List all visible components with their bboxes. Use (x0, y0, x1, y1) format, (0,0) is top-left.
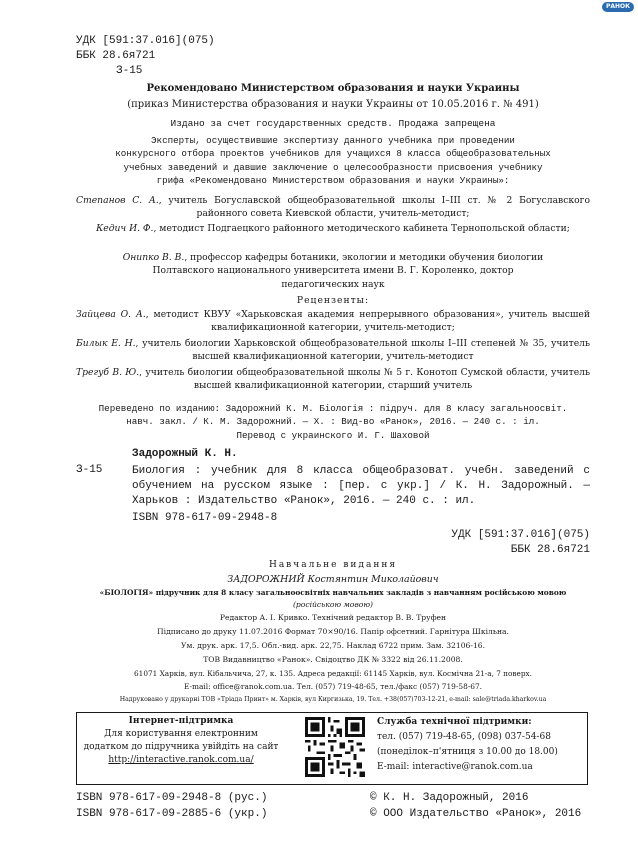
support-box (76, 712, 588, 785)
reviewer-name: Зайцева О. А. (76, 309, 146, 320)
catalog-body: Биология : учебник для 8 класса общеобразоват. учебн. заведений с обучением на русском языке : [пер. с укр.] / К. Н. Задорожный. — Харьков : Издательство «Ранок», 2016. — 240 с. : ил. (132, 465, 590, 507)
tech-support-title: Служба технічної підтримки: (377, 717, 532, 727)
recommend-title: Рекомендовано Министерством образования и науки Украины (146, 83, 520, 94)
reviewer-text: , учитель биологии общеобразовательной школы № 5 г. Конотоп Сумской области, учитель высшей квалификационной категории, старший учитель (139, 367, 590, 392)
reviewer-entry (76, 366, 590, 393)
imprint-language: (російською мовою) (292, 600, 374, 609)
imprint-title: «БІОЛОГІЯ» підручник для 8 класу загальноосвітніх навчальних закладів з навчанням російською мовою (99, 588, 567, 597)
expert-text: , профессор кафедры ботаники, экологии и методики обучения биологии Полтавского национального университета имени В. Г. Короленко, доктор педагогических наук (152, 252, 544, 290)
interactive-site-link[interactable]: http://interactive.ranok.com.ua/ (108, 755, 254, 765)
imprint-print-info: Підписано до друку 11.07.2016 Формат 70×90/16. Папір офсетний. Гарнітура Шкільна. (157, 627, 509, 636)
imprint-heading: Навчальне видання (268, 560, 398, 570)
imprint-printer: Надруковано у друкарні ТОВ «Тріада Принт» м. Харків, вул Киргизька, 19. Тел. +38(057)703-12-21, e-mail: sale@triada.kharkov.ua (119, 696, 547, 703)
catalog-isbn: ISBN 978-617-09-2948-8 (132, 512, 278, 524)
translation-line: навч. закл. / К. М. Задорожний. — Х. : Вид-во «Ранок», 2016. — 240 с. : іл. (126, 416, 540, 428)
expert-entry (76, 222, 590, 235)
top-classification (76, 34, 215, 79)
imprint-editors: Редактор А. І. Кривко. Технічний редактор В. В. Труфен (219, 613, 447, 622)
internet-support-title: Інтернет-підтримка (128, 716, 234, 726)
isbn-list (76, 790, 267, 822)
reviewer-name: Билык Е. Н. (76, 338, 136, 349)
reviewer-text: , методист КВУУ «Харьковская академия непрерывного образования», учитель высшей квалификационной категории, учитель-методист; (145, 309, 590, 334)
expert-entry (76, 251, 590, 291)
bottom-classification (451, 528, 590, 558)
translation-note (76, 402, 590, 442)
tech-support-email: E-mail: interactive@ranok.com.ua (377, 762, 533, 772)
imprint-author: ЗАДОРОЖНИЙ Костянтин Миколайович (227, 574, 439, 585)
internet-support-text: додатком до підручника увійдіть на сайт (83, 742, 279, 752)
publisher-logo: РАНОК (602, 2, 634, 12)
imprint-contacts: E-mail: office@ranok.com.ua. Тел. (057) 719-48-65, тел./факс (057) 719-58-67. (183, 682, 483, 691)
udk-code: УДК [591:37.016](075) (76, 35, 215, 47)
reviewer-entry (76, 337, 590, 364)
experts-intro-line: Эксперты, осуществившие экспертизу данного учебника при проведении (151, 135, 515, 146)
experts-intro-line: грифа «Рекомендовано Министерством образования и науки Украины»: (156, 174, 510, 186)
reviewer-name: Трегуб В. Ю. (76, 367, 140, 378)
translation-line: Перевод с украинского И. Г. Шаховой (236, 429, 430, 441)
internet-support-text: Для користування електронним (104, 729, 258, 739)
udk-code: УДК [591:37.016](075) (451, 529, 590, 541)
isbn-ukrainian: ISBN 978-617-09-2885-6 (укр.) (76, 808, 268, 820)
expert-text: , методист Подгаецкого районного методического кабинета Тернопольской области; (153, 223, 570, 234)
recommend-order: (приказ Министерства образования и науки Украины от 10.05.2016 г. № 491) (127, 99, 539, 110)
tech-support-hours: (понеділок–п'ятниця з 10.00 до 18.00) (377, 747, 558, 757)
reviewers-heading: Рецензенты: (296, 295, 370, 306)
internet-support (83, 715, 279, 767)
experts-intro (76, 134, 590, 187)
qr-code-icon (305, 717, 365, 777)
expert-name: Степанов С. А. (76, 195, 159, 206)
imprint-publisher: ТОВ Видавництво «Ранок». Свідоцтво ДК № 3322 від 26.11.2008. (203, 655, 463, 664)
state-funded-note: Издано за счет государственных средств. Продажа запрещена (170, 118, 496, 129)
expert-name: Онипко В. В. (122, 252, 185, 263)
catalog-author: Задорожный К. Н. (132, 448, 238, 460)
experts-intro-line: конкурсного отбора проектов учебников для учащихся 8 класса общеобразовательных (115, 148, 551, 160)
catalog-code: З-15 (76, 464, 103, 476)
isbn-russian: ISBN 978-617-09-2948-8 (рус.) (76, 792, 268, 804)
expert-text: , учитель Богуславской общеобразовательной школы I–III ст. № 2 Богуславского районного совета Киевской области, учитель-методист; (158, 195, 590, 220)
tech-support (377, 715, 583, 775)
copyright-author: © К. Н. Задорожный, 2016 (370, 792, 529, 804)
imprint-sheets: Ум. друк. арк. 17,5. Обл.-вид. арк. 22,75. Наклад 6722 прим. Зам. 32106-16. (180, 641, 486, 650)
experts-intro-line: учебных заведений и давшие заключение о целесообразности присвоения учебнику (123, 161, 543, 173)
tech-support-phones: тел. (057) 719-48-65, (098) 037-54-68 (377, 732, 551, 742)
copyright-publisher: © ООО Издательство «Ранок», 2016 (370, 808, 582, 820)
bbk-code: ББК 28.6я721 (510, 544, 590, 556)
copyright-list (370, 790, 581, 822)
reviewer-entry (76, 308, 590, 335)
author-code: З-15 (116, 65, 143, 77)
expert-entry (76, 194, 590, 221)
bbk-code: ББК 28.6я721 (76, 50, 156, 62)
imprint-address: 61071 Харків, вул. Кібальчича, 27, к. 135. Адреса редакції: 61145 Харків, вул. Космічна 21-а, 7 поверх. (134, 669, 532, 678)
reviewer-text: , учитель биологии Харьковской общеобразовательной школы I–III степеней № 35, учитель высшей квалификационной категории, учитель-методист (135, 338, 590, 363)
expert-name: Кедич И. Ф. (96, 223, 154, 234)
translation-line: Переведено по изданию: Задорожний К. М. Біологія : підруч. для 8 класу загальноосвіт. (98, 403, 568, 414)
